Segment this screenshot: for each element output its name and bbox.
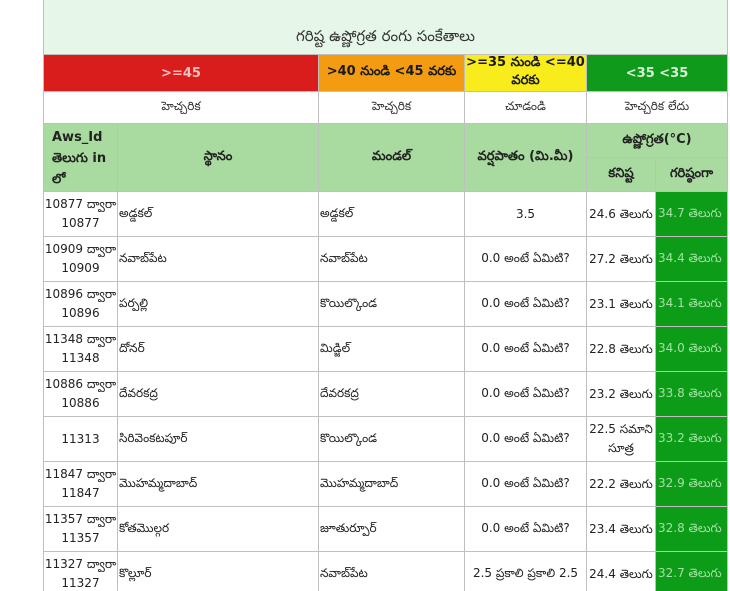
- max-temp-cell: 34.7 తెలుగు: [656, 192, 728, 237]
- min-temp-cell: 23.2 తెలుగు: [587, 372, 656, 417]
- legend-text-row: [44, 92, 728, 124]
- mandal-cell: నవాబ్‌పేట: [319, 552, 465, 591]
- station-cell: అడ్డకల్: [118, 192, 319, 237]
- page-title: గరిష్ట ఉష్ణోగ్రత రంగు సంకేతాలు: [44, 0, 728, 55]
- rainfall-cell: 0.0 అంటే ఏమిటి?: [465, 372, 587, 417]
- aws-id-cell: 10896 ద్వారా 10896: [44, 282, 118, 327]
- aws-id-cell: 10877 ద్వారా 10877: [44, 192, 118, 237]
- aws-id-cell: 11313: [44, 417, 118, 462]
- legend-range-orange: >40 నుండి <45 వరకు: [319, 55, 465, 92]
- min-temp-cell: 22.5 సమాని సూత్ర: [587, 417, 656, 462]
- rainfall-cell: 0.0 అంటే ఏమిటి?: [465, 417, 587, 462]
- aws-id-cell: 11348 ద్వారా 11348: [44, 327, 118, 372]
- max-temp-cell: 32.9 తెలుగు: [656, 462, 728, 507]
- max-temp-cell: 34.4 తెలుగు: [656, 237, 728, 282]
- min-temp-cell: 24.6 తెలుగు: [587, 192, 656, 237]
- rainfall-cell: 0.0 అంటే ఏమిటి?: [465, 237, 587, 282]
- rainfall-cell: 2.5 ప్రకాలి ప్రకాలి 2.5: [465, 552, 587, 591]
- station-cell: దోనర్: [118, 327, 319, 372]
- max-temp-cell: 32.8 తెలుగు: [656, 507, 728, 552]
- mandal-cell: దేవరకద్ర: [319, 372, 465, 417]
- max-temp-cell: 33.8 తెలుగు: [656, 372, 728, 417]
- table-row: [44, 462, 728, 507]
- legend-range-row: [44, 55, 728, 92]
- aws-id-cell: 11357 ద్వారా 11357: [44, 507, 118, 552]
- legend-text-green: హెచ్చరిక లేదు: [587, 92, 728, 124]
- header-aws-id: Aws_Id తెలుగు in లో: [44, 124, 118, 192]
- header-station: స్థానం: [118, 124, 319, 192]
- legend-range-red: >=45: [44, 55, 319, 92]
- table-row: [44, 237, 728, 282]
- aws-id-cell: 11327 ద్వారా 11327: [44, 552, 118, 591]
- mandal-cell: కొయిల్కొండ: [319, 417, 465, 462]
- min-temp-cell: 24.4 తెలుగు: [587, 552, 656, 591]
- temperature-table: [43, 0, 728, 591]
- min-temp-cell: 23.1 తెలుగు: [587, 282, 656, 327]
- station-cell: మొహమ్మదాబాద్: [118, 462, 319, 507]
- rainfall-cell: 3.5: [465, 192, 587, 237]
- table-row: [44, 192, 728, 237]
- rainfall-cell: 0.0 అంటే ఏమిటి?: [465, 462, 587, 507]
- aws-id-cell: 11847 ద్వారా 11847: [44, 462, 118, 507]
- min-temp-cell: 22.2 తెలుగు: [587, 462, 656, 507]
- header-mandal: మండల్: [319, 124, 465, 192]
- rainfall-cell: 0.0 అంటే ఏమిటి?: [465, 282, 587, 327]
- legend-range-green: <35 <35: [587, 55, 728, 92]
- max-temp-cell: 34.1 తెలుగు: [656, 282, 728, 327]
- mandal-cell: మిడ్జిల్: [319, 327, 465, 372]
- mandal-cell: నవాబ్‌పేట: [319, 237, 465, 282]
- max-temp-cell: 33.2 తెలుగు: [656, 417, 728, 462]
- mandal-cell: జూతుర్పూర్: [319, 507, 465, 552]
- rainfall-cell: 0.0 అంటే ఏమిటి?: [465, 507, 587, 552]
- header-temperature: ఉష్ణోగ్రత(°C): [587, 124, 728, 158]
- min-temp-cell: 23.4 తెలుగు: [587, 507, 656, 552]
- legend-text-orange: హెచ్చరిక: [319, 92, 465, 124]
- max-temp-cell: 32.7 తెలుగు: [656, 552, 728, 591]
- table-row: [44, 552, 728, 591]
- station-cell: కోతమొల్గర: [118, 507, 319, 552]
- rainfall-cell: 0.0 అంటే ఏమిటి?: [465, 327, 587, 372]
- header-row-1: [44, 124, 728, 158]
- legend-text-yellow: చూడండి: [465, 92, 587, 124]
- legend-range-yellow: >=35 నుండి <=40 వరకు: [465, 55, 587, 92]
- table-row: [44, 372, 728, 417]
- min-temp-cell: 27.2 తెలుగు: [587, 237, 656, 282]
- min-temp-cell: 22.8 తెలుగు: [587, 327, 656, 372]
- table-row: [44, 327, 728, 372]
- table-row: [44, 282, 728, 327]
- header-rainfall: వర్షపాతం (మి.మీ): [465, 124, 587, 192]
- header-max: గరిష్ఠంగా: [656, 158, 728, 192]
- header-min: కనిష్ట: [587, 158, 656, 192]
- table-row: [44, 507, 728, 552]
- legend-text-red: హెచ్చరిక: [44, 92, 319, 124]
- station-cell: దేవరకద్ర: [118, 372, 319, 417]
- aws-id-cell: 10909 ద్వారా 10909: [44, 237, 118, 282]
- station-cell: సిరివెంకటపూర్: [118, 417, 319, 462]
- max-temp-cell: 34.0 తెలుగు: [656, 327, 728, 372]
- aws-id-cell: 10886 ద్వారా 10886: [44, 372, 118, 417]
- station-cell: కొల్లూర్: [118, 552, 319, 591]
- table-row: [44, 417, 728, 462]
- station-cell: పర్పల్లి: [118, 282, 319, 327]
- station-cell: నవాబ్‌పేట: [118, 237, 319, 282]
- mandal-cell: అడ్డకల్: [319, 192, 465, 237]
- mandal-cell: మొహమ్మదాబాద్: [319, 462, 465, 507]
- mandal-cell: కొయిల్కొండ: [319, 282, 465, 327]
